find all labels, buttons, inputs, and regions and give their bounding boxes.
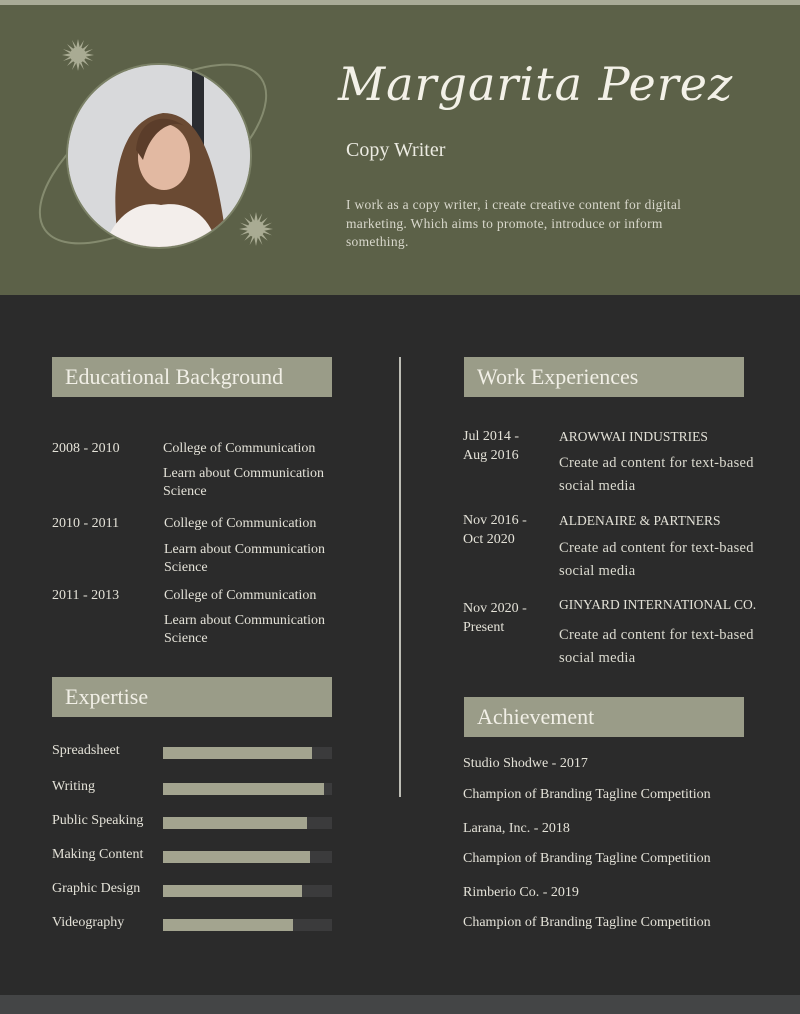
header: [0, 5, 800, 295]
skill-label: Writing: [52, 779, 95, 794]
bottom-strip: [0, 995, 800, 1014]
skill-bar: [163, 747, 332, 759]
education-desc: Learn about Communication Science: [164, 542, 325, 575]
skill-bar: [163, 817, 332, 829]
skill-bar: [163, 885, 332, 897]
work-desc: Create ad content for text-based social media: [559, 627, 754, 666]
education-school: College of Communication: [164, 588, 317, 603]
work-start: Nov 2016 -: [463, 513, 527, 528]
profile-photo: [66, 63, 252, 249]
education-school: College of Communication: [163, 441, 316, 456]
achievement-org: Studio Shodwe - 2017: [463, 756, 588, 771]
achievement-award: Champion of Branding Tagline Competition: [463, 915, 711, 930]
work-heading: Work Experiences: [464, 357, 744, 397]
achievement-heading: Achievement: [464, 697, 744, 737]
skill-label: Graphic Design: [52, 881, 141, 896]
skill-label: Spreadsheet: [52, 743, 120, 758]
achievement-award: Champion of Branding Tagline Competition: [463, 851, 711, 866]
column-divider: [399, 357, 401, 797]
work-desc: Create ad content for text-based social media: [559, 455, 754, 494]
sparkle-star-icon: [62, 39, 94, 71]
achievement-org: Larana, Inc. - 2018: [463, 821, 570, 836]
education-years: 2010 - 2011: [52, 516, 120, 531]
education-desc: Learn about Communication Science: [163, 466, 324, 499]
achievement-org: Rimberio Co. - 2019: [463, 885, 579, 900]
education-years: 2008 - 2010: [52, 441, 120, 456]
person-name: Margarita Perez: [338, 57, 734, 111]
work-company: AROWWAI INDUSTRIES: [559, 429, 708, 444]
sparkle-star-icon: [239, 212, 273, 246]
skill-label: Making Content: [52, 847, 144, 862]
education-desc: Learn about Communication Science: [164, 613, 325, 646]
work-end: Oct 2020: [463, 532, 515, 547]
skill-bar: [163, 783, 332, 795]
work-desc: Create ad content for text-based social media: [559, 540, 754, 579]
skill-bar: [163, 851, 332, 863]
work-end: Present: [463, 620, 505, 635]
skill-label: Videography: [52, 915, 125, 930]
work-end: Aug 2016: [463, 448, 519, 463]
skill-bar: [163, 919, 332, 931]
work-company: GINYARD INTERNATIONAL CO.: [559, 597, 757, 612]
job-title: Copy Writer: [346, 139, 446, 161]
work-start: Nov 2020 -: [463, 601, 527, 616]
education-heading: Educational Background: [52, 357, 332, 397]
education-years: 2011 - 2013: [52, 588, 120, 603]
bio-text: I work as a copy writer, i create creative content for digital marketing. Which aims to promote, introduce or inform something.: [346, 197, 682, 249]
work-start: Jul 2014 -: [463, 429, 519, 444]
achievement-award: Champion of Branding Tagline Competition: [463, 787, 711, 802]
expertise-heading: Expertise: [52, 677, 332, 717]
skill-label: Public Speaking: [52, 813, 144, 828]
work-company: ALDENAIRE & PARTNERS: [559, 513, 721, 528]
education-school: College of Communication: [164, 516, 317, 531]
